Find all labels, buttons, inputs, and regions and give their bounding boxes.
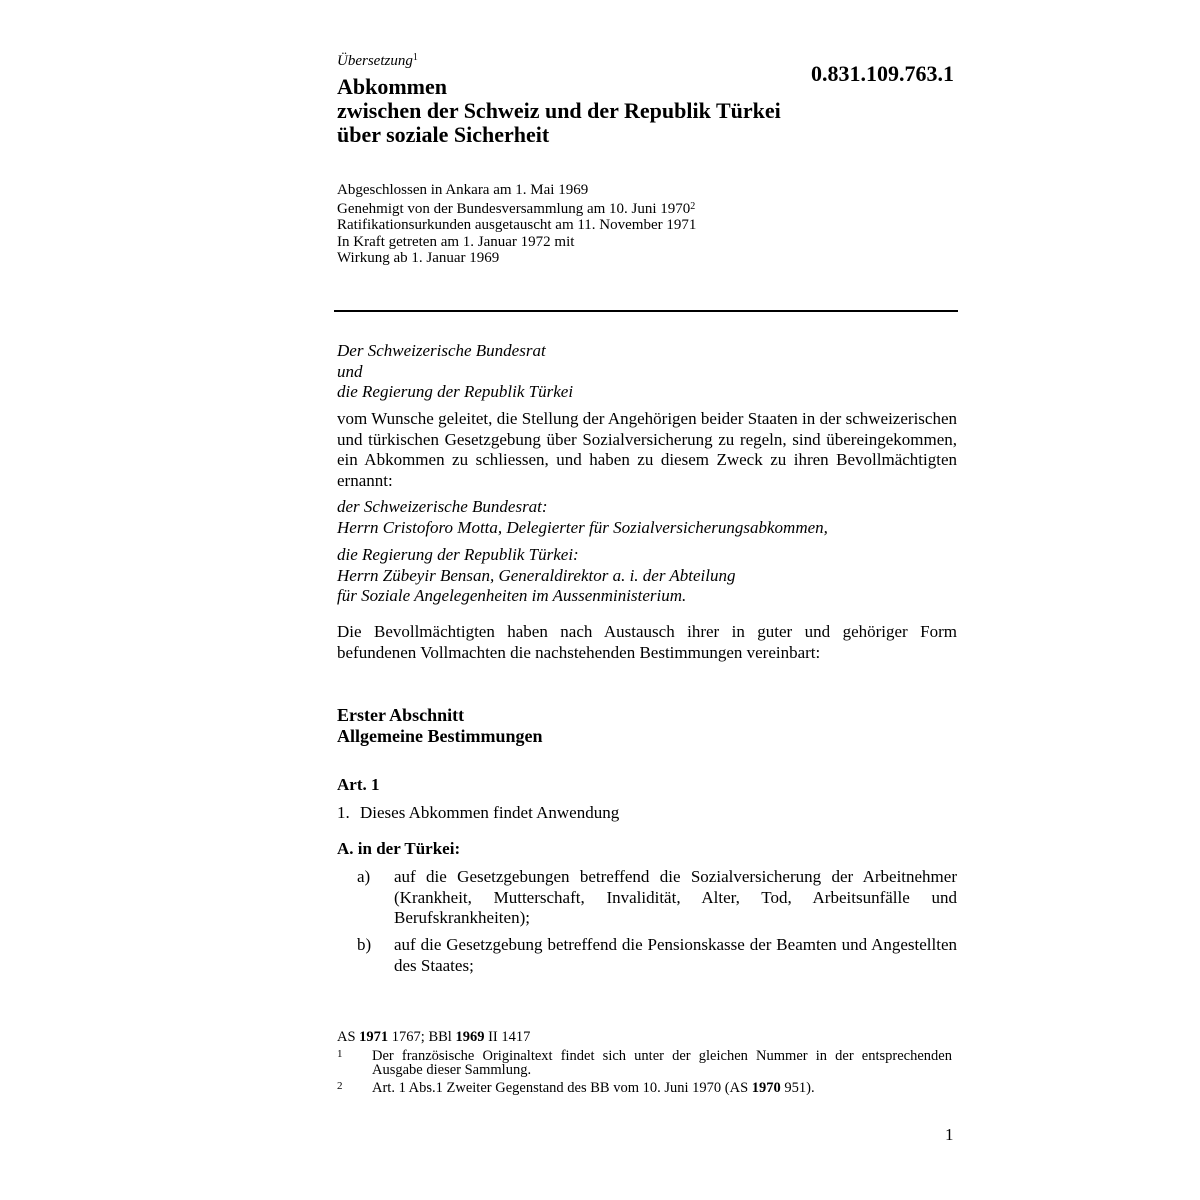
plenipotentiary-line: für Soziale Angelegenheiten im Aussenministerium. [337,586,687,605]
footnote-text: Der französische Originaltext findet sich unter der gleichen Nummer in der entsprechenden Ausgabe dieser Sammlung. [372,1048,952,1078]
party-line: die Regierung der Republik Türkei [337,382,574,401]
horizontal-rule [334,310,958,312]
section-heading [337,705,542,747]
footnote-year: 1970 [751,1080,781,1096]
list-item-label: b) [357,935,372,954]
plenipotentiary-turkey [337,545,736,607]
footnote-ref-1[interactable]: 1 [412,52,418,63]
preamble-paragraph: vom Wunsche geleitet, die Stellung der Angehörigen beider Staaten in der schweizerischen und türkischen Gesetzgebung über Sozialversicherung zu regeln, sind übereingekommen, ein Abkommen zu schliessen, und haben zu diesem Zweck zu ihren Bevollmächtigten ernannt: [337,409,957,490]
section-heading-line: Erster Abschnitt [337,705,465,725]
footnote-number: 1 [337,1048,343,1060]
list-item [357,935,957,976]
list-item-label: a) [357,867,371,886]
document-title [337,75,781,147]
paragraph-text: Dieses Abkommen findet Anwendung [360,803,620,822]
footnote-text-before: Art. 1 Abs.1 Zweiter Gegenstand des BB vom 10. Juni 1970 (AS [372,1080,749,1096]
translation-note [337,52,418,70]
meta-line-text: Genehmigt von der Bundesversammlung am 10. Juni 1970 [337,200,691,217]
footnote [337,1081,952,1095]
meta-line: Abgeschlossen in Ankara am 1. Mai 1969 [337,182,589,198]
plenipotentiary-line: die Regierung der Republik Türkei: [337,545,579,564]
contracting-parties [337,341,573,403]
footnote-text [372,1081,952,1095]
plenipotentiary-line: Herrn Zübeyir Bensan, Generaldirektor a. i. der Abteilung [337,565,736,585]
bbl-rest: II 1417 [488,1029,531,1045]
title-line: über soziale Sicherheit [337,122,550,147]
page-number: 1 [945,1125,954,1144]
meta-line: Wirkung ab 1. Januar 1969 [337,250,500,266]
list-item [357,867,957,929]
title-line: zwischen der Schweiz und der Republik Türkei [337,98,781,123]
footnote-number: 2 [337,1080,343,1092]
plenipotentiary-switzerland [337,497,828,538]
plenipotentiary-line: Herrn Cristoforo Motta, Delegierter für Sozialversicherungsabkommen, [337,517,828,537]
section-heading-line: Allgemeine Bestimmungen [337,726,543,746]
footnote [337,1049,952,1077]
article-title: Art. 1 [337,775,380,794]
paragraph-number: 1. [337,803,350,822]
meta-line: Ratifikationsurkunden ausgetauscht am 11. November 1971 [337,217,697,233]
title-line: Abkommen [337,74,448,99]
enactment-metadata [337,182,696,267]
official-collection-reference [337,1029,530,1046]
plenipotentiary-line: der Schweizerische Bundesrat: [337,497,548,516]
as-page: 1767; BBl [391,1029,452,1045]
sr-number: 0.831.109.763.1 [811,61,954,86]
meta-line: In Kraft getreten am 1. Januar 1972 mit [337,233,575,250]
footnote-ref-2[interactable]: 2 [690,200,696,212]
as-prefix: AS [337,1029,356,1045]
list-item-text: auf die Gesetzgebungen betreffend die Sozialversicherung der Arbeitnehmer (Krankheit, Mutterschaft, Invalidität, Alter, Tod, Arbeitsunfälle und Berufskrankheiten); [394,867,957,927]
closing-paragraph: Die Bevollmächtigten haben nach Austausch ihrer in guter und gehöriger Form befundenen Vollmachten die nachstehenden Bestimmungen vereinbart: [337,622,957,662]
meta-line [337,199,696,218]
bbl-year: 1969 [455,1029,485,1045]
article-paragraph-1 [337,803,619,823]
party-line: Der Schweizerische Bundesrat [337,341,546,360]
footnote-text-after: 951). [784,1080,815,1096]
party-line: und [337,361,363,381]
list-item-text: auf die Gesetzgebung betreffend die Pensionskasse der Beamten und Angestellten des Staates; [394,935,957,975]
article-subheading: A. in der Türkei: [337,839,461,858]
translation-label: Übersetzung [337,53,413,69]
as-year: 1971 [359,1029,389,1045]
